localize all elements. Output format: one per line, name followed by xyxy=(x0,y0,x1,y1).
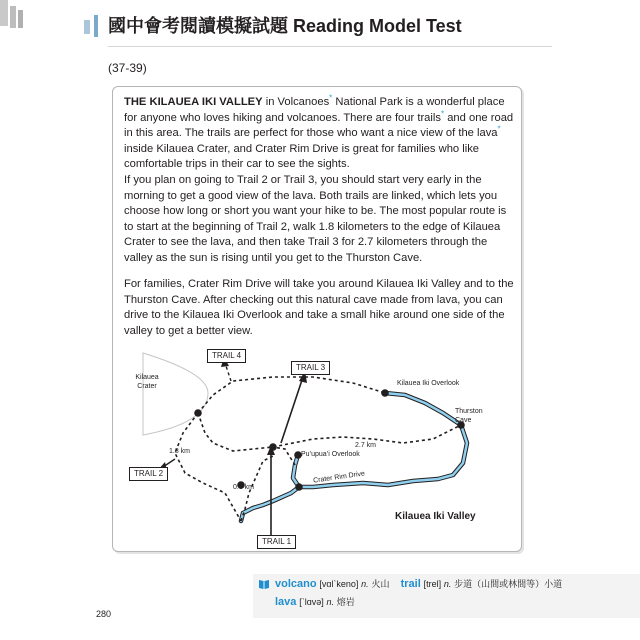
trail-junction xyxy=(295,483,303,491)
trail-3-path xyxy=(198,413,461,451)
text-segment: and one road in this area. The trails are perfect for those who want a nice view of the lava xyxy=(124,111,514,140)
vocab-phonetic: [ˋlɑvə] xyxy=(299,597,324,607)
crater-label: Kilauea Crater xyxy=(135,374,159,390)
book-icon xyxy=(258,578,270,590)
page-number: 280 xyxy=(96,609,112,619)
question-range: (37-39) xyxy=(108,61,147,75)
vocab-row xyxy=(275,577,562,592)
header-accent xyxy=(94,15,98,37)
trail-3-label: TRAIL 3 xyxy=(291,361,330,375)
map-title: Kilauea Iki Valley xyxy=(395,511,476,522)
vocab-pos: n. xyxy=(361,579,369,589)
overlook-label: Kilauea Iki Overlook xyxy=(397,380,460,387)
trail-north xyxy=(198,377,385,413)
text-segment: in Volcanoes xyxy=(262,96,330,108)
page-title: 國中會考閱讀模擬試題 Reading Model Test xyxy=(108,16,462,36)
puupuai-label: Pu’upua’i Overlook xyxy=(301,451,360,458)
trail-1-label: TRAIL 1 xyxy=(257,535,296,549)
corner-decoration xyxy=(0,0,8,26)
vocab-word: trail xyxy=(400,578,421,590)
vocab-phonetic: [trel] xyxy=(423,579,442,589)
passage-box xyxy=(112,86,522,552)
thurston-label: Thurston Cave xyxy=(455,408,483,424)
distance-label: 2.7 km xyxy=(355,442,377,449)
trail-junction xyxy=(381,389,389,397)
distance-label: 0.8 km xyxy=(233,484,255,491)
trail-link xyxy=(273,447,295,465)
road-outline xyxy=(293,393,467,487)
vocab-pos: n. xyxy=(443,579,452,589)
vocab-marker: * xyxy=(497,124,501,134)
vocab-marker: * xyxy=(440,108,445,118)
vocab-row xyxy=(275,595,355,610)
header-accent xyxy=(84,20,90,34)
trail-junction xyxy=(194,409,202,417)
header-divider xyxy=(108,46,552,47)
vocab-marker: * xyxy=(329,93,333,103)
vocab-word: lava xyxy=(275,596,297,608)
trail-3-arrow xyxy=(281,377,303,443)
paragraph-3: For families, Crater Rim Drive will take you around Kilauea Iki Valley and to the Thurston Cave. After checking out this natural cave made from lava, you can drive to the Kilauea Iki Overlook and take a small hike around one side of the valley to get a better view. xyxy=(124,278,514,337)
vocab-pos: n. xyxy=(326,597,335,607)
vocab-meaning: 熔岩 xyxy=(336,597,355,607)
trail-4-label: TRAIL 4 xyxy=(207,349,246,363)
trail-map xyxy=(113,343,523,553)
text-segment: inside Kilauea Crater, and Crater Rim Drive is great for families who like comfortable trips in their car to see the sights. xyxy=(124,142,480,171)
vocabulary-box xyxy=(253,574,640,618)
trail-2-label: TRAIL 2 xyxy=(129,467,168,481)
corner-decoration xyxy=(18,10,23,28)
vocab-word: volcano xyxy=(275,578,317,590)
vocab-meaning: 步道（山間或林間等）小道 xyxy=(454,579,563,589)
corner-decoration xyxy=(10,6,16,28)
vocab-phonetic: [vɑlˋkeno] xyxy=(319,579,359,589)
vocab-meaning: 火山 xyxy=(371,579,390,589)
crater-rim-drive-road xyxy=(293,393,467,487)
page-header xyxy=(94,12,640,40)
crater-rim-drive-label: Crater Rim Drive xyxy=(312,470,366,485)
distance-label: 1.8 km xyxy=(169,448,191,455)
crater-shape xyxy=(143,353,208,435)
paragraph-1 xyxy=(124,95,516,173)
trail-junction xyxy=(269,443,277,451)
paragraph-2: If you plan on going to Trail 2 or Trail 3, you should start very early in the morning to get a good view of the lava. Both trails are linked, which lets you choose how long or short you want your hike to be. The most popular route is to start at the beginning of Trail 2, walk 1.8 kilometers to the edge of Kilauea Crater to see the lava, and then take Trail 3 for 2.7 kilometers through the valley as the sun is rising until you get to the Thurston Cave. xyxy=(124,174,507,264)
passage-lead: THE KILAUEA IKI VALLEY xyxy=(124,96,263,108)
trail-2-path xyxy=(175,413,241,521)
text-segment: National Park is a wonderful place for anyone who loves hiking and volcanoes. There are four trails xyxy=(124,96,505,124)
